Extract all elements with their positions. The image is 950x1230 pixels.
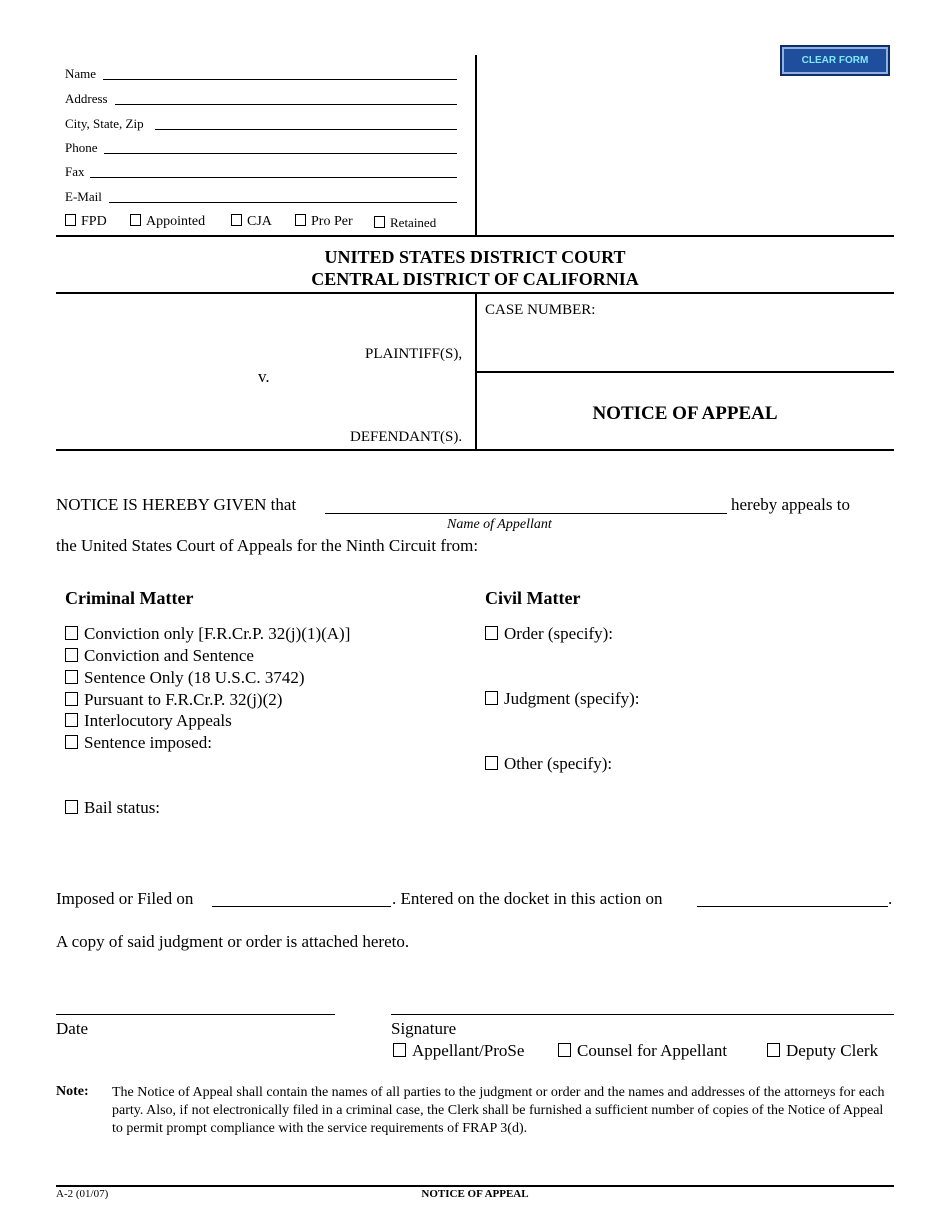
imposed-end: . <box>888 889 893 908</box>
checkbox-icon <box>130 214 141 226</box>
name-field[interactable] <box>103 79 457 80</box>
form-number: A-2 (01/07) <box>56 1188 109 1200</box>
court-line-2: CENTRAL DISTRICT OF CALIFORNIA <box>311 269 639 289</box>
civil-item-other[interactable]: Other (specify): <box>485 754 612 774</box>
option-cja[interactable]: CJA <box>231 214 272 230</box>
signer-appellant-prose[interactable]: Appellant/ProSe <box>393 1041 524 1061</box>
criminal-item-sentence-only[interactable]: Sentence Only (18 U.S.C. 3742) <box>65 668 305 688</box>
court-heading <box>56 246 894 290</box>
defendant-label: DEFENDANT(S). <box>350 429 463 445</box>
civil-item-order[interactable]: Order (specify): <box>485 624 613 644</box>
email-field[interactable] <box>109 202 457 203</box>
checkbox-icon <box>558 1043 571 1057</box>
imposed-date-field[interactable] <box>212 906 391 907</box>
option-fpd[interactable]: FPD <box>65 214 107 230</box>
checkbox-icon <box>485 626 498 640</box>
option-appointed[interactable]: Appointed <box>130 214 205 230</box>
checkbox-icon <box>374 216 385 228</box>
date-label: Date <box>56 1019 89 1038</box>
criminal-item-pursuant[interactable]: Pursuant to F.R.Cr.P. 32(j)(2) <box>65 690 282 710</box>
city-state-zip-label: City, State, Zip <box>65 116 144 131</box>
civil-item-judgment[interactable]: Judgment (specify): <box>485 689 640 709</box>
form-title: NOTICE OF APPEAL <box>592 403 778 424</box>
docket-date-field[interactable] <box>697 906 888 907</box>
checkbox-icon <box>393 1043 406 1057</box>
checkbox-icon <box>65 626 78 640</box>
checkbox-icon <box>65 692 78 706</box>
fax-field[interactable] <box>90 177 457 178</box>
phone-label: Phone <box>65 140 98 155</box>
rule-above-court <box>56 235 894 237</box>
checkbox-icon <box>65 214 76 226</box>
name-label: Name <box>65 66 97 81</box>
checkbox-icon <box>65 800 78 814</box>
checkbox-icon <box>485 756 498 770</box>
note-label: Note: <box>56 1084 89 1099</box>
signer-deputy-clerk[interactable]: Deputy Clerk <box>767 1041 878 1061</box>
court-line-1: UNITED STATES DISTRICT COURT <box>324 247 626 267</box>
plaintiff-label: PLAINTIFF(S), <box>365 346 463 362</box>
appellant-caption: Name of Appellant <box>447 517 552 532</box>
note-text: The Notice of Appeal shall contain the names of all parties to the judgment or order and the names and addresses of the attorneys for each party. Also, if not electronically filed in a criminal case, the Clerk shall be furnished a sufficient number of copies of the Notice of Appeal to permit prompt compliance with the service requirements of FRAP 3(d). <box>112 1085 885 1136</box>
checkbox-icon <box>65 670 78 684</box>
checkbox-icon <box>485 691 498 705</box>
checkbox-icon <box>65 735 78 749</box>
case-number-label: CASE NUMBER: <box>485 302 596 318</box>
signer-counsel[interactable]: Counsel for Appellant <box>558 1041 727 1061</box>
appellant-name-field[interactable] <box>325 513 727 514</box>
copy-attached-text: A copy of said judgment or order is attached hereto. <box>56 932 410 951</box>
case-number-rule <box>476 371 894 373</box>
city-state-zip-field[interactable] <box>155 129 457 130</box>
checkbox-icon <box>65 713 78 727</box>
phone-field[interactable] <box>104 153 457 154</box>
option-retained[interactable]: Retained <box>374 215 436 231</box>
criminal-item-sentence-imposed[interactable]: Sentence imposed: <box>65 733 212 753</box>
signature-label: Signature <box>391 1019 457 1038</box>
notice-suffix: hereby appeals to <box>731 495 850 514</box>
imposed-prefix: Imposed or Filed on <box>56 889 194 908</box>
date-field[interactable] <box>56 1014 335 1015</box>
footer-rule <box>56 1185 894 1187</box>
checkbox-icon <box>767 1043 780 1057</box>
footer-title: NOTICE OF APPEAL <box>421 1188 529 1200</box>
criminal-heading: Criminal Matter <box>65 588 194 608</box>
criminal-item-conviction-sentence[interactable]: Conviction and Sentence <box>65 646 254 666</box>
criminal-item-bail-status[interactable]: Bail status: <box>65 798 160 818</box>
checkbox-icon <box>65 648 78 662</box>
criminal-item-interlocutory[interactable]: Interlocutory Appeals <box>65 711 232 731</box>
checkbox-icon <box>231 214 242 226</box>
versus-label: v. <box>258 367 270 386</box>
notice-line-2: the United States Court of Appeals for the Ninth Circuit from: <box>56 536 479 555</box>
email-label: E-Mail <box>65 189 102 204</box>
rule-below-caption <box>56 449 894 451</box>
address-label: Address <box>65 91 108 106</box>
imposed-middle: . Entered on the docket in this action on <box>392 889 663 908</box>
civil-heading: Civil Matter <box>485 588 581 608</box>
checkbox-icon <box>295 214 306 226</box>
signature-field[interactable] <box>391 1014 894 1015</box>
top-divider <box>475 55 477 236</box>
notice-prefix: NOTICE IS HEREBY GIVEN that <box>56 495 297 514</box>
address-field[interactable] <box>115 104 457 105</box>
option-pro-per[interactable]: Pro Per <box>295 214 353 230</box>
criminal-item-conviction-only[interactable]: Conviction only [F.R.Cr.P. 32(j)(1)(A)] <box>65 624 350 644</box>
fax-label: Fax <box>65 164 85 179</box>
clear-form-button[interactable]: CLEAR FORM <box>780 45 890 76</box>
